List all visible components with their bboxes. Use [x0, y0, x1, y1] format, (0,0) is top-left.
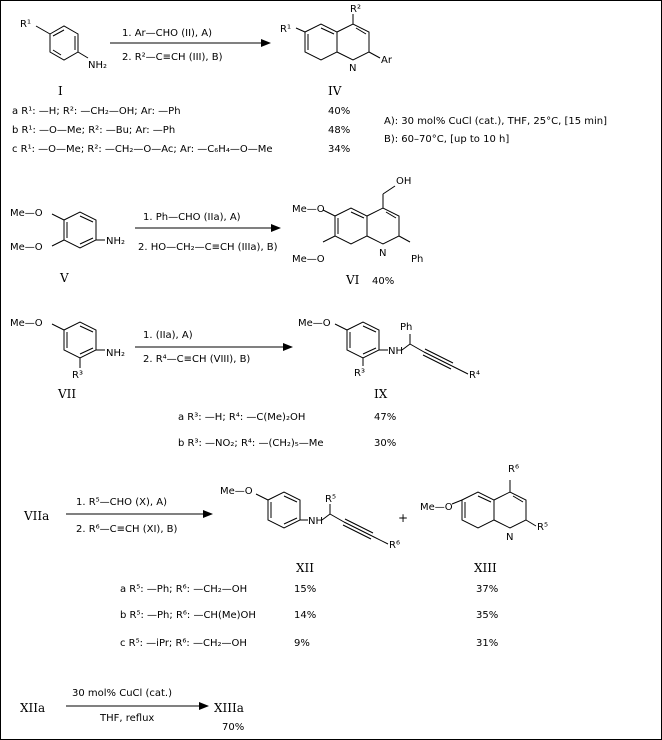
- atom-OH-VI: OH: [396, 176, 412, 187]
- atom-R5-XII: R⁵: [325, 494, 336, 505]
- condition-B: B): 60–70°C, [up to 10 h]: [384, 134, 510, 145]
- s1-row-a: a R¹: —H; R²: —CH₂—OH; Ar: —Ph: [12, 106, 181, 117]
- compound-XIII-structure: [420, 464, 548, 543]
- s3-row-b: b R³: —NO₂; R⁴: —(CH₂)₅—Me: [178, 438, 324, 449]
- atom-N-IV: N: [349, 63, 357, 74]
- s3-yield-b: 30%: [374, 438, 397, 449]
- compound-V-structure: [10, 208, 125, 253]
- atom-R3-VII: R³: [72, 370, 83, 381]
- compound-label-XII: XII: [296, 561, 315, 575]
- compound-label-VI: VI: [346, 273, 360, 287]
- s3-step2: 2. R⁴—C≡CH (VIII), B): [143, 354, 251, 365]
- s1-row-c: c R¹: —O—Me; R²: —CH₂—O—Ac; Ar: —C₆H₄—O—Me: [12, 144, 273, 155]
- atom-MeO-XIII: Me—O: [420, 502, 453, 513]
- s2-yield: 40%: [372, 276, 395, 287]
- compound-VII-structure: [10, 318, 125, 381]
- s5-above: 30 mol% CuCl (cat.): [72, 688, 173, 699]
- s2-step1: 1. Ph—CHO (IIa), A): [143, 212, 241, 223]
- s4-row-c: c R⁵: —iPr; R⁶: —CH₂—OH: [120, 638, 247, 649]
- s1-yield-c: 34%: [328, 144, 351, 155]
- atom-Ph-IX: Ph: [400, 322, 413, 333]
- atom-R1: R¹: [20, 19, 31, 30]
- atom-R5-XIII: R⁵: [537, 522, 548, 533]
- atom-MeO-2: Me—O: [10, 242, 43, 253]
- s1-yield-a: 40%: [328, 106, 351, 117]
- atom-MeO-VII: Me—O: [10, 318, 43, 329]
- section-3: [10, 318, 480, 449]
- s3-yield-a: 47%: [374, 412, 397, 423]
- s4-step1: 1. R⁵—CHO (X), A): [76, 497, 167, 508]
- compound-label-I: I: [58, 84, 63, 98]
- atom-MeO-VI-1: Me—O: [292, 204, 325, 215]
- compound-label-IX: IX: [374, 387, 388, 401]
- atom-R6-XIII: R⁶: [508, 464, 519, 475]
- s4-row-a: a R⁵: —Ph; R⁶: —CH₂—OH: [120, 584, 248, 595]
- s4-yield-c-XIII: 31%: [476, 638, 499, 649]
- section-1: [12, 4, 607, 155]
- section-2: [10, 176, 423, 287]
- s5-below: THF, reflux: [100, 713, 155, 724]
- s4-row-b: b R⁵: —Ph; R⁶: —CH(Me)OH: [120, 610, 256, 621]
- atom-R4-IX: R⁴: [469, 370, 480, 381]
- atom-R1-IV: R¹: [280, 24, 291, 35]
- compound-XII-structure: [220, 486, 400, 551]
- atom-Ph-VI: Ph: [411, 254, 424, 265]
- compound-IX-structure: [298, 318, 480, 381]
- atom-NH2-VII: NH₂: [106, 348, 126, 359]
- atom-N-XIII: N: [506, 532, 514, 543]
- s1-step1: 1. Ar—CHO (II), A): [122, 28, 213, 39]
- compound-I-structure: [20, 19, 107, 71]
- s4-yield-b-XIII: 35%: [476, 610, 499, 621]
- compound-label-XIII: XIII: [474, 561, 497, 575]
- atom-MeO-1: Me—O: [10, 208, 43, 219]
- s1-yield-b: 48%: [328, 125, 351, 136]
- s4-step2: 2. R⁶—C≡CH (XI), B): [76, 524, 178, 535]
- plus-sign: +: [398, 511, 409, 525]
- atom-NH2: NH₂: [88, 60, 108, 71]
- atom-MeO-VI-2: Me—O: [292, 254, 325, 265]
- section-4: [23, 464, 548, 649]
- s3-step1: 1. (IIa), A): [143, 330, 193, 341]
- compound-label-XIIa: XIIa: [20, 701, 46, 715]
- compound-VI-structure: [292, 176, 423, 265]
- s3-row-a: a R³: —H; R⁴: —C(Me)₂OH: [178, 412, 306, 423]
- atom-MeO-XII: Me—O: [220, 486, 253, 497]
- s1-row-b: b R¹: —O—Me; R²: —Bu; Ar: —Ph: [12, 125, 176, 136]
- compound-label-VII: VII: [58, 387, 77, 401]
- s4-yield-a-XII: 15%: [294, 584, 317, 595]
- compound-IV-structure: [280, 4, 393, 74]
- compound-label-V: V: [60, 271, 69, 285]
- atom-Ar: Ar: [381, 55, 392, 66]
- compound-label-XIIIa: XIIIa: [214, 701, 244, 715]
- compound-label-VIIa: VIIa: [24, 509, 50, 523]
- s2-step2: 2. HO—CH₂—C≡CH (IIIa), B): [138, 242, 278, 253]
- atom-NH2-V: NH₂: [106, 236, 126, 247]
- s4-yield-b-XII: 14%: [294, 610, 317, 621]
- condition-A: A): 30 mol% CuCl (cat.), THF, 25°C, [15 min]: [384, 116, 608, 127]
- atom-R3-IX: R³: [354, 368, 365, 379]
- s5-yield: 70%: [222, 722, 245, 733]
- atom-NH-IX: NH: [388, 346, 403, 357]
- s1-step2: 2. R²—C≡CH (III), B): [122, 52, 223, 63]
- s4-yield-c-XII: 9%: [294, 638, 310, 649]
- atom-MeO-IX: Me—O: [298, 318, 331, 329]
- atom-NH-XII: NH: [308, 516, 323, 527]
- atom-R2: R²: [350, 4, 361, 15]
- atom-R6-XII: R⁶: [389, 540, 400, 551]
- atom-N-VI: N: [379, 248, 387, 259]
- s4-yield-a-XIII: 37%: [476, 584, 499, 595]
- compound-label-IV: IV: [328, 84, 342, 98]
- section-5: [20, 688, 244, 733]
